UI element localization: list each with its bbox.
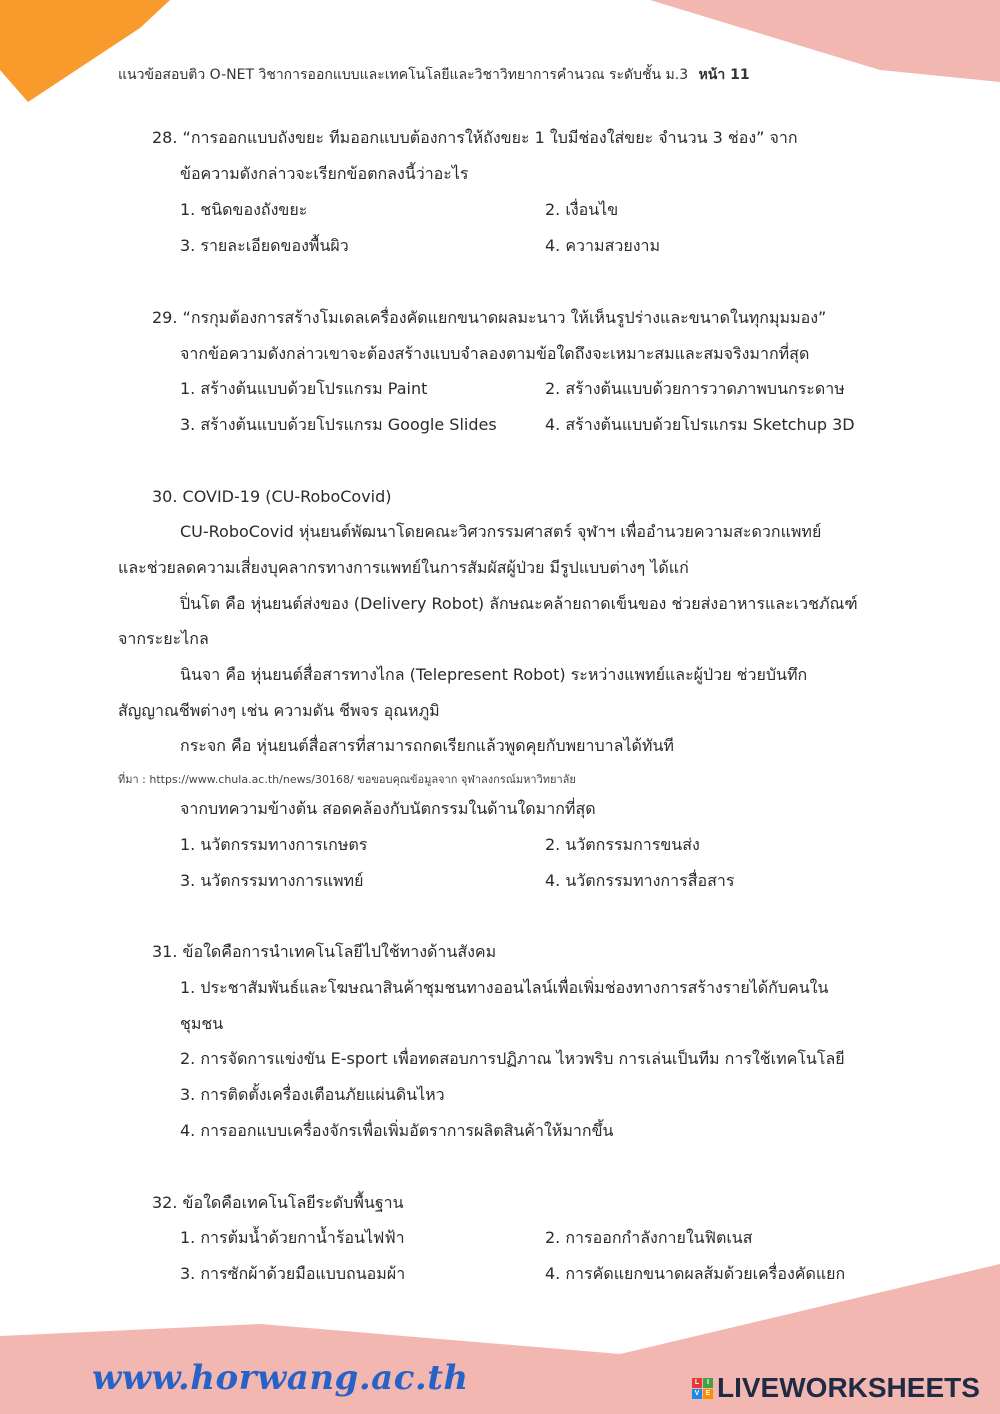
q29-choice-2: 2. สร้างต้นแบบด้วยการวาดภาพบนกระดาษ	[545, 379, 845, 398]
q32-choice-4: 4. การคัดแยกขนาดผลส้มด้วยเครื่องคัดแยก	[545, 1264, 846, 1283]
q30-paragraph3a: นินจา คือ หุ่นยนต์สื่อสารทางไกล (Telepresent Robot) ระหว่างแพทย์และผู้ป่วย ช่วยบันทึก	[180, 665, 808, 684]
header-title: แนวข้อสอบติว O-NET วิชาการออกแบบและเทคโนโลยีและวิชาวิทยาการคำนวณ ระดับชั้น ม.3	[118, 67, 689, 83]
logo-letter-e: E	[703, 1389, 713, 1399]
q28-choice-4: 4. ความสวยงาม	[545, 236, 661, 255]
q29-choice-3: 3. สร้างต้นแบบด้วยโปรแกรม Google Slides	[180, 415, 497, 434]
q30-source: ที่มา : https://www.chula.ac.th/news/30168/ ขอขอบคุณข้อมูลจาก จุฬาลงกรณ์มหาวิทยาลัย	[118, 773, 576, 786]
q31-line1: 31. ข้อใดคือการนำเทคโนโลยีไปใช้ทางด้านสังคม	[152, 942, 497, 961]
logo-letter-l: L	[692, 1378, 702, 1388]
q30-question: จากบทความข้างต้น สอดคล้องกับนัตกรรมในด้านใดมากที่สุด	[180, 799, 596, 818]
logo-letter-v: V	[692, 1389, 702, 1399]
q31-choice-1b: ชุมชน	[180, 1014, 224, 1033]
q29-choice-1: 1. สร้างต้นแบบด้วยโปรแกรม Paint	[180, 379, 428, 398]
q30-paragraph2a: ปิ่นโต คือ หุ่นยนต์ส่งของ (Delivery Robot) ลักษณะคล้ายถาดเข็นของ ช่วยส่งอาหารและเวชภัณฑ์	[180, 594, 858, 613]
q30-paragraph1b: และช่วยลดความเสี่ยงบุคลากรทางการแพทย์ในการสัมผัสผู้ป่วย มีรูปแบบต่างๆ ได้แก่	[118, 558, 689, 577]
q28-line2: ข้อความดังกล่าวจะเรียกข้อตกลงนี้ว่าอะไร	[180, 164, 469, 183]
orange-triangle	[0, 0, 170, 102]
q30-paragraph3b: สัญญาณชีพต่างๆ เช่น ความดัน ชีพจร อุณหภูมิ	[118, 701, 440, 720]
q31-choice-2: 2. การจัดการแข่งขัน E-sport เพื่อทดสอบการปฏิภาณ ไหวพริบ การเล่นเป็นทีม การใช้เทคโนโลยี	[180, 1049, 845, 1068]
q32-choice-3: 3. การซักผ้าด้วยมือแบบถนอมผ้า	[180, 1264, 406, 1283]
q30-choice-3: 3. นวัตกรรมทางการแพทย์	[180, 871, 364, 890]
q30-choice-1: 1. นวัตกรรมทางการเกษตร	[180, 835, 368, 854]
corner-decoration-top	[0, 0, 1000, 120]
page-header	[118, 64, 750, 86]
q31-choice-1a: 1. ประชาสัมพันธ์และโฆษณาสินค้าชุมชนทางออนไลน์เพื่อเพิ่มช่องทางการสร้างรายได้กับคนใน	[180, 978, 829, 997]
liveworksheets-grid-icon	[692, 1378, 713, 1399]
q29-line2: จากข้อความดังกล่าวเขาจะต้องสร้างแบบจำลองตามข้อใดถึงจะเหมาะสมและสมจริงมากที่สุด	[180, 344, 810, 363]
q28-choice-1: 1. ชนิดของถังขยะ	[180, 200, 308, 219]
q29-line1: 29. “กรกุมต้องการสร้างโมเดลเครื่องคัดแยกขนาดผลมะนาว ให้เห็นรูปร่างและขนาดในทุกมุมมอง”	[152, 308, 827, 327]
liveworksheets-logo[interactable]	[692, 1372, 980, 1404]
q30-paragraph4: กระจก คือ หุ่นยนต์สื่อสารที่สามารถกดเรียกแล้วพูดคุยกับพยาบาลได้ทันที	[180, 736, 674, 755]
q28-choice-2: 2. เงื่อนไข	[545, 200, 619, 219]
q28-choice-3: 3. รายละเอียดของพื้นผิว	[180, 236, 349, 255]
q30-paragraph1a: CU-RoboCovid หุ่นยนต์พัฒนาโดยคณะวิศวกรรมศาสตร์ จุฬาฯ เพื่ออำนวยความสะดวกแพทย์	[180, 522, 822, 541]
q28-line1: 28. “การออกแบบถังขยะ ทีมออกแบบต้องการให้ถังขยะ 1 ใบมีช่องใส่ขยะ จำนวน 3 ช่อง” จาก	[152, 128, 798, 147]
liveworksheets-brand-text: LIVEWORKSHEETS	[717, 1372, 980, 1403]
q30-paragraph2b: จากระยะไกล	[118, 629, 209, 648]
q31-choice-3: 3. การติดตั้งเครื่องเตือนภัยแผ่นดินไหว	[180, 1085, 445, 1104]
q32-choice-2: 2. การออกกำลังกายในฟิตเนส	[545, 1228, 753, 1247]
q31-choice-4: 4. การออกแบบเครื่องจักรเพื่อเพิ่มอัตราการผลิตสินค้าให้มากขึ้น	[180, 1121, 614, 1140]
q32-choice-1: 1. การต้มน้ำด้วยกาน้ำร้อนไฟฟ้า	[180, 1228, 405, 1247]
q32-line1: 32. ข้อใดคือเทคโนโลยีระดับพื้นฐาน	[152, 1193, 404, 1212]
q29-choice-4: 4. สร้างต้นแบบด้วยโปรแกรม Sketchup 3D	[545, 415, 855, 434]
q30-choice-2: 2. นวัตกรรมการขนส่ง	[545, 835, 700, 854]
q30-title: 30. COVID-19 (CU-RoboCovid)	[152, 487, 392, 506]
logo-letter-i: I	[703, 1378, 713, 1388]
footer-website-link[interactable]: www.horwang.ac.th	[92, 1358, 469, 1398]
q30-choice-4: 4. นวัตกรรมทางการสื่อสาร	[545, 871, 735, 890]
page-number: หน้า 11	[698, 67, 750, 83]
